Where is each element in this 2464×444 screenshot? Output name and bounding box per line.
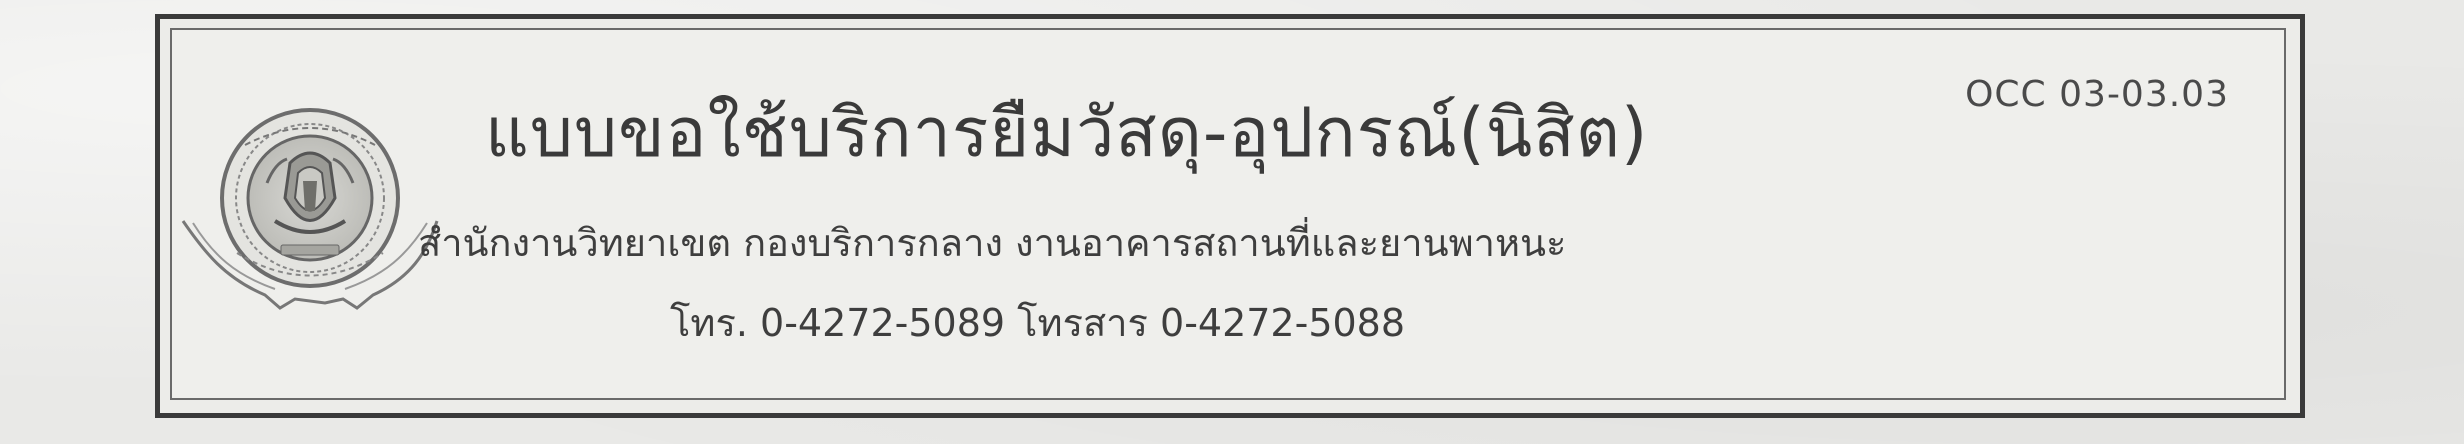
page-title: แบบขอใช้บริการยืมวัสดุ-อุปกรณ์(นิสิต) bbox=[485, 94, 1649, 173]
contact-line: โทร. 0-4272-5089 โทรสาร 0-4272-5088 bbox=[670, 301, 1406, 345]
form-code: OCC 03-03.03 bbox=[1965, 74, 2229, 115]
university-seal-icon bbox=[175, 103, 445, 318]
organization-line: สำนักงานวิทยาเขต กองบริการกลาง งานอาคารสถานที่และยานพาหนะ bbox=[418, 221, 1567, 265]
